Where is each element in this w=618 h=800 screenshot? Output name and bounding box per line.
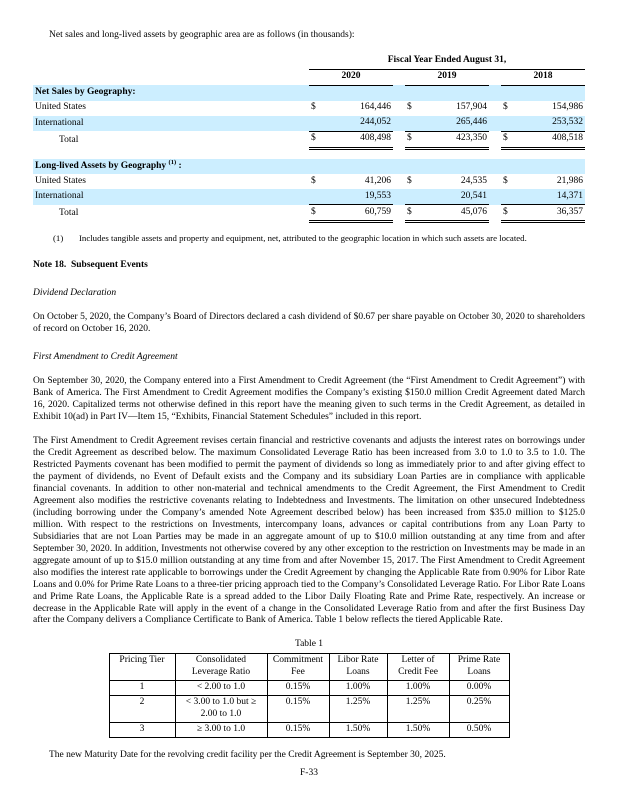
year-columns-row — [33, 69, 585, 85]
row-label: Total — [59, 208, 79, 219]
header-letter-credit-fee: Letter of Credit Fee — [387, 654, 449, 681]
prime-rate: 0.50% — [449, 722, 509, 737]
page-number: F-33 — [300, 767, 318, 778]
fiscal-year-header: Fiscal Year Ended August 31, — [309, 54, 585, 69]
table-row-net-sales-total — [33, 131, 585, 148]
letter-credit-fee: 1.25% — [387, 696, 449, 723]
dollar-sign: $ — [503, 175, 508, 186]
commitment-fee: 0.15% — [267, 696, 329, 723]
row-label: Total — [59, 134, 79, 145]
value-2020: 41,206 — [364, 175, 391, 186]
year-column-2019: 2019 — [405, 69, 489, 85]
dollar-sign: $ — [309, 205, 323, 222]
table-row-net-sales-intl — [33, 116, 585, 131]
spacer-row — [33, 148, 585, 159]
table-row-long-lived-us — [33, 174, 585, 189]
intro-paragraph: Net sales and long-lived assets by geographic area are as follows (in thousands): — [49, 30, 355, 40]
header-libor-loans: Libor Rate Loans — [329, 654, 387, 681]
commitment-fee: 0.15% — [267, 681, 329, 696]
letter-credit-fee: 1.50% — [387, 722, 449, 737]
table-row-net-sales-us — [33, 101, 585, 116]
section-title: Long-lived Assets by Geography — [35, 160, 169, 171]
fiscal-year-header-row — [33, 54, 585, 69]
pricing-tier-row-2 — [109, 696, 509, 723]
prime-rate: 0.25% — [449, 696, 509, 723]
total-2019: 45,076 — [419, 205, 489, 222]
value-2018: 253,532 — [552, 117, 583, 128]
leverage-ratio: < 2.00 to 1.0 — [175, 681, 267, 696]
note-18-heading: Note 18. Subsequent Events — [33, 260, 148, 271]
section-title: Net Sales by Geography: — [35, 87, 136, 98]
header-pricing-tier: Pricing Tier — [109, 654, 175, 681]
dollar-sign: $ — [405, 205, 419, 222]
total-2020: 60,759 — [323, 205, 393, 222]
total-2018: 408,518 — [515, 131, 585, 148]
value-2019: 24,535 — [460, 175, 487, 186]
dollar-sign: $ — [407, 175, 412, 186]
row-label: International — [35, 117, 84, 128]
geographic-table — [33, 54, 585, 223]
dividend-paragraph: On October 5, 2020, the Company’s Board of Directors declared a cash dividend of $0.67 per share payable on October 30, 2020 to shareholders of record on October 16, 2020. — [33, 312, 585, 335]
amendment-paragraph-2: The First Amendment to Credit Agreement revises certain financial and restrictive covenants and adjusts the interest rates on borrowings under the Credit Agreement as described below. The maximum Consolidated Leverage Ratio has been increased from 3.0 to 1.0 to 3.5 to 1.0. The Restricted Payments covenant has been modified to permit the payment of dividends so long as immediately prior to and after giving effect to the payment of dividends, no Event of Default exists and the Company and its subsidiary Loan Parties are in compliance with applicable financial covenants. In addition to other non-material and technical amendments to the Credit Agreement, the First Amendment to Credit Agreement also modifies the restrictive covenants relating to Indebtedness and Investments. The limitation on other unsecured Indebtedness (including borrowing under the Company’s amended Note Agreement described below) has been increased from $35.0 million to $125.0 million. With respect to the restrictions on Investments, intercompany loans, advances or capital contributions from any Loan Party to Subsidiaries that are not Loan Parties may be made in an aggregate amount of up to $10.0 million outstanding at any time from and after September 30, 2020. In addition, Investments not otherwise covered by any other exception to the restriction on Investments may be made in an aggregate amount of up to $15.0 million outstanding at any time from and after November 15, 2017. The First Amendment to Credit Agreement also modifies the interest rate applicable to borrowings under the Credit Agreement by changing the Applicable Rate from 0.90% for Libor Rate Loans and 0.0% for Prime Rate Loans to a three-tier pricing approach tied to the Company’s Consolidated Leverage Ratio. For Libor Rate Loans and Prime Rate Loans, the Applicable Rate is a spread added to the Libor Daily Floating Rate and Prime Rate, respectively. An increase or decrease in the Applicable Rate will apply in the event of a change in the Consolidated Leverage Ratio from and after the first Business Day after the Company delivers a Compliance Certificate to Bank of America. Table 1 below reflects the tiered Applicable Rate. — [33, 435, 585, 626]
row-label: United States — [35, 102, 86, 113]
leverage-ratio: ≥ 3.00 to 1.0 — [175, 722, 267, 737]
value-2019: 265,446 — [456, 117, 487, 128]
year-column-2020: 2020 — [309, 69, 393, 85]
total-2019: 423,350 — [419, 131, 489, 148]
footnote — [53, 233, 585, 244]
footnote-marker: (1) — [53, 233, 64, 244]
letter-credit-fee: 1.00% — [387, 681, 449, 696]
total-2020: 408,498 — [323, 131, 393, 148]
dollar-sign: $ — [501, 205, 515, 222]
header-prime-loans: Prime Rate Loans — [449, 654, 509, 681]
applicable-rate-table — [109, 653, 510, 737]
dollar-sign: $ — [407, 102, 412, 113]
pricing-tier-row-3 — [109, 722, 509, 737]
libor-rate: 1.00% — [329, 681, 387, 696]
value-2018: 14,371 — [556, 190, 583, 201]
libor-rate: 1.50% — [329, 722, 387, 737]
value-2020: 19,553 — [364, 190, 391, 201]
footnote-ref: (1) — [168, 158, 177, 166]
dollar-sign: $ — [501, 131, 515, 148]
section-header-long-lived — [33, 159, 585, 174]
header-commitment-fee: Commitment Fee — [267, 654, 329, 681]
amendment-paragraph-1: On September 30, 2020, the Company entered into a First Amendment to Credit Agreement (the “First Amendment to Credit Agreement”) with Bank of America. The First Amendment to Credit Agreement modifies the Company’s existing $150.0 million Credit Agreement dated March 16, 2020. Capitalized terms not otherwise defined in this report have the meaning given to such terms in the Credit Agreement, as detailed in Exhibit 10(ad) in Part IV—Item 15, “Exhibits, Financial Statement Schedules” included in this report. — [33, 376, 585, 422]
value-2018: 21,986 — [556, 175, 583, 186]
row-label: United States — [35, 175, 86, 186]
value-2020: 164,446 — [360, 102, 391, 113]
tier: 2 — [109, 696, 175, 723]
section-title-colon: : — [176, 160, 182, 171]
total-2018: 36,357 — [515, 205, 585, 222]
pricing-tier-row-1 — [109, 681, 509, 696]
dollar-sign: $ — [311, 175, 316, 186]
value-2018: 154,986 — [552, 102, 583, 113]
footnote-text: Includes tangible assets and property and equipment, net, attributed to the geographic location in which such assets are located. — [79, 233, 527, 244]
table-row-long-lived-intl — [33, 189, 585, 204]
table-row-long-lived-total — [33, 205, 585, 222]
dollar-sign: $ — [309, 131, 323, 148]
commitment-fee: 0.15% — [267, 722, 329, 737]
maturity-date-paragraph: The new Maturity Date for the revolving credit facility per the Credit Agreement is September 30, 2025. — [49, 749, 446, 760]
table1-title: Table 1 — [294, 639, 324, 650]
prime-rate: 0.00% — [449, 681, 509, 696]
leverage-ratio: < 3.00 to 1.0 but ≥ 2.00 to 1.0 — [175, 696, 267, 723]
first-amendment-heading: First Amendment to Credit Agreement — [33, 352, 178, 363]
dividend-declaration-heading: Dividend Declaration — [33, 288, 117, 299]
row-label: International — [35, 191, 84, 202]
dollar-sign: $ — [503, 102, 508, 113]
value-2019: 20,541 — [460, 190, 487, 201]
tier: 3 — [109, 722, 175, 737]
value-2020: 244,052 — [360, 117, 391, 128]
header-leverage-ratio: Consolidated Leverage Ratio — [175, 654, 267, 681]
section-header-net-sales — [33, 85, 585, 100]
tier: 1 — [109, 681, 175, 696]
dollar-sign: $ — [311, 102, 316, 113]
pricing-header-row — [109, 654, 509, 681]
year-column-2018: 2018 — [501, 69, 585, 85]
libor-rate: 1.25% — [329, 696, 387, 723]
dollar-sign: $ — [405, 131, 419, 148]
value-2019: 157,904 — [456, 102, 487, 113]
